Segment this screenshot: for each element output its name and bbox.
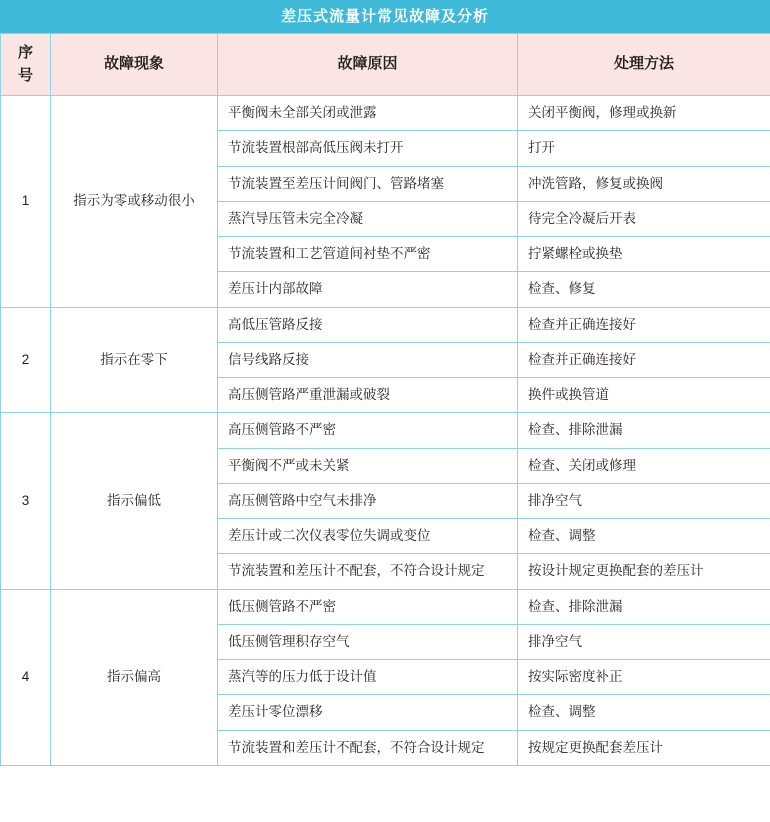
table-header-row (1, 34, 770, 96)
cell-fix: 检查、调整 (518, 695, 770, 730)
cell-fix: 检查并正确连接好 (518, 342, 770, 377)
cell-symptom: 指示在零下 (51, 307, 218, 413)
cell-fix: 按实际密度补正 (518, 660, 770, 695)
cell-cause: 信号线路反接 (218, 342, 518, 377)
table-body (1, 96, 770, 766)
cell-fix: 检查、排除泄漏 (518, 589, 770, 624)
cell-cause: 蒸汽等的压力低于设计值 (218, 660, 518, 695)
fault-analysis-table (0, 33, 770, 766)
cell-fix: 关闭平衡阀，修理或换新 (518, 96, 770, 131)
cell-fix: 打开 (518, 131, 770, 166)
cell-no: 2 (1, 307, 51, 413)
cell-fix: 按规定更换配套差压计 (518, 730, 770, 765)
cell-symptom: 指示偏高 (51, 589, 218, 765)
cell-cause: 高压侧管路严重泄漏或破裂 (218, 378, 518, 413)
table-row (1, 307, 770, 342)
cell-symptom: 指示为零或移动很小 (51, 96, 218, 308)
cell-fix: 按设计规定更换配套的差压计 (518, 554, 770, 589)
cell-cause: 高压侧管路中空气未排净 (218, 483, 518, 518)
cell-fix: 待完全冷凝后开表 (518, 201, 770, 236)
cell-fix: 排净空气 (518, 483, 770, 518)
cell-fix: 排净空气 (518, 624, 770, 659)
column-header-fix: 处理方法 (518, 34, 770, 96)
cell-cause: 高压侧管路不严密 (218, 413, 518, 448)
column-header-no (1, 34, 51, 96)
cell-cause: 节流装置和工艺管道间衬垫不严密 (218, 237, 518, 272)
cell-fix: 检查并正确连接好 (518, 307, 770, 342)
cell-fix: 冲洗管路，修复或换阀 (518, 166, 770, 201)
cell-cause: 节流装置和差压计不配套，不符合设计规定 (218, 730, 518, 765)
column-header-symptom: 故障现象 (51, 34, 218, 96)
cell-symptom: 指示偏低 (51, 413, 218, 589)
column-header-cause: 故障原因 (218, 34, 518, 96)
cell-fix: 检查、修复 (518, 272, 770, 307)
document-title: 差压式流量计常见故障及分析 (0, 0, 770, 33)
table-row (1, 589, 770, 624)
cell-cause: 低压侧管路不严密 (218, 589, 518, 624)
cell-fix: 检查、关闭或修理 (518, 448, 770, 483)
cell-cause: 节流装置和差压计不配套，不符合设计规定 (218, 554, 518, 589)
column-header-no-line2: 号 (17, 66, 33, 84)
table-header (1, 34, 770, 96)
cell-cause: 蒸汽导压管未完全冷凝 (218, 201, 518, 236)
cell-cause: 平衡阀未全部关闭或泄露 (218, 96, 518, 131)
cell-fix: 拧紧螺栓或换垫 (518, 237, 770, 272)
cell-cause: 低压侧管理积存空气 (218, 624, 518, 659)
cell-cause: 节流装置根部高低压阀未打开 (218, 131, 518, 166)
cell-cause: 节流装置至差压计间阀门、管路堵塞 (218, 166, 518, 201)
cell-fix: 检查、调整 (518, 519, 770, 554)
cell-no: 4 (1, 589, 51, 765)
cell-cause: 差压计内部故障 (218, 272, 518, 307)
table-row (1, 413, 770, 448)
cell-fix: 检查、排除泄漏 (518, 413, 770, 448)
table-row (1, 96, 770, 131)
cell-fix: 换件或换管道 (518, 378, 770, 413)
cell-cause: 平衡阀不严或未关紧 (218, 448, 518, 483)
cell-no: 3 (1, 413, 51, 589)
cell-no: 1 (1, 96, 51, 308)
cell-cause: 差压计零位漂移 (218, 695, 518, 730)
cell-cause: 高低压管路反接 (218, 307, 518, 342)
cell-cause: 差压计或二次仪表零位失调或变位 (218, 519, 518, 554)
column-header-no-line1: 序 (17, 44, 33, 61)
